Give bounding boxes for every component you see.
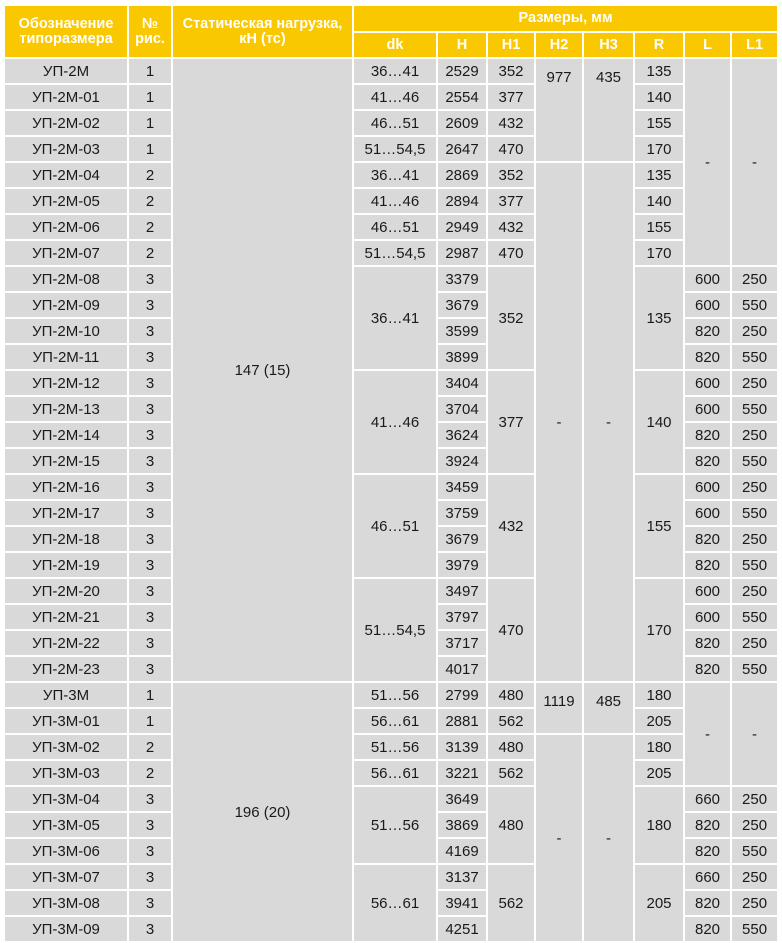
l-cell: 600 [685, 397, 730, 421]
l1-cell: 550 [732, 293, 777, 317]
h-cell: 3704 [438, 397, 486, 421]
h-cell: 3459 [438, 475, 486, 499]
l1-cell: 550 [732, 917, 777, 941]
h1-cell: 480 [488, 787, 534, 863]
designation-cell: УП-3М-06 [5, 839, 127, 863]
r-cell: 140 [635, 85, 683, 109]
designation-cell: УП-2М-11 [5, 345, 127, 369]
l1-cell: 250 [732, 475, 777, 499]
h1-cell: 377 [488, 189, 534, 213]
l-cell: - [685, 59, 730, 265]
l-cell: - [685, 683, 730, 785]
l-cell: 600 [685, 475, 730, 499]
r-cell: 205 [635, 709, 683, 733]
dk-cell: 46…51 [354, 215, 436, 239]
col-header-h1: H1 [488, 33, 534, 57]
h-cell: 3649 [438, 787, 486, 811]
designation-cell: УП-2М-07 [5, 241, 127, 265]
figure-number-cell: 3 [129, 527, 171, 551]
col-header-l: L [685, 33, 730, 57]
static-load-cell: 196 (20) [173, 683, 352, 941]
l1-cell: 250 [732, 813, 777, 837]
h-cell: 3759 [438, 501, 486, 525]
table-row [5, 267, 777, 291]
figure-number-cell: 3 [129, 553, 171, 577]
h1-cell: 352 [488, 163, 534, 187]
dk-cell: 36…41 [354, 267, 436, 369]
r-cell: 180 [635, 683, 683, 707]
h-cell: 3797 [438, 605, 486, 629]
r-cell: 135 [635, 163, 683, 187]
figure-number-cell: 3 [129, 891, 171, 915]
h-cell: 3717 [438, 631, 486, 655]
designation-cell: УП-3М-04 [5, 787, 127, 811]
table-row [5, 85, 777, 109]
h1-cell: 480 [488, 735, 534, 759]
table-row [5, 683, 777, 707]
designation-cell: УП-2М [5, 59, 127, 83]
table-body [5, 59, 777, 941]
l-cell: 600 [685, 371, 730, 395]
l1-cell: 250 [732, 527, 777, 551]
l-cell: 600 [685, 605, 730, 629]
figure-number-cell: 3 [129, 917, 171, 941]
h1-cell: 470 [488, 137, 534, 161]
dk-cell: 51…56 [354, 735, 436, 759]
l-cell: 820 [685, 553, 730, 577]
dk-cell: 56…61 [354, 865, 436, 941]
l-cell: 820 [685, 657, 730, 681]
table-row [5, 189, 777, 213]
designation-cell: УП-3М-03 [5, 761, 127, 785]
h1-cell: 432 [488, 215, 534, 239]
l-cell: 600 [685, 501, 730, 525]
dk-cell: 51…54,5 [354, 579, 436, 681]
l-cell: 660 [685, 865, 730, 889]
h1-cell: 432 [488, 475, 534, 577]
h1-cell: 562 [488, 865, 534, 941]
dk-cell: 36…41 [354, 163, 436, 187]
l-cell: 820 [685, 345, 730, 369]
l-cell: 820 [685, 449, 730, 473]
designation-cell: УП-2М-22 [5, 631, 127, 655]
h-cell: 2554 [438, 85, 486, 109]
col-header-r: R [635, 33, 683, 57]
table-row [5, 475, 777, 499]
designation-cell: УП-3М-09 [5, 917, 127, 941]
r-cell: 170 [635, 137, 683, 161]
l1-cell: 250 [732, 579, 777, 603]
h1-cell: 377 [488, 85, 534, 109]
r-cell: 205 [635, 865, 683, 941]
l1-cell: 550 [732, 553, 777, 577]
l-cell: 660 [685, 787, 730, 811]
figure-number-cell: 2 [129, 163, 171, 187]
designation-cell: УП-3М [5, 683, 127, 707]
designation-cell: УП-3М-01 [5, 709, 127, 733]
designation-cell: УП-2М-04 [5, 163, 127, 187]
dk-cell: 46…51 [354, 111, 436, 135]
figure-number-cell: 3 [129, 345, 171, 369]
l1-cell: 550 [732, 345, 777, 369]
h1-cell: 562 [488, 761, 534, 785]
designation-cell: УП-2М-20 [5, 579, 127, 603]
l1-cell: 250 [732, 865, 777, 889]
l-cell: 600 [685, 267, 730, 291]
designation-cell: УП-2М-05 [5, 189, 127, 213]
r-cell: 205 [635, 761, 683, 785]
l1-cell: 550 [732, 449, 777, 473]
dk-cell: 51…54,5 [354, 137, 436, 161]
l-cell: 820 [685, 813, 730, 837]
h-cell: 2647 [438, 137, 486, 161]
designation-cell: УП-3М-08 [5, 891, 127, 915]
figure-number-cell: 3 [129, 449, 171, 473]
h-cell: 3404 [438, 371, 486, 395]
figure-number-cell: 2 [129, 241, 171, 265]
designation-cell: УП-2М-17 [5, 501, 127, 525]
h-cell: 3379 [438, 267, 486, 291]
l1-cell: 250 [732, 423, 777, 447]
designation-cell: УП-2М-02 [5, 111, 127, 135]
h-cell: 2529 [438, 59, 486, 83]
l-cell: 820 [685, 527, 730, 551]
h1-cell: 432 [488, 111, 534, 135]
l1-cell: 250 [732, 319, 777, 343]
h-cell: 3941 [438, 891, 486, 915]
designation-cell: УП-2М-13 [5, 397, 127, 421]
l1-cell: 250 [732, 631, 777, 655]
col-header-h3: H3 [584, 33, 633, 57]
h3-cell: - [584, 163, 633, 681]
h-cell: 4251 [438, 917, 486, 941]
h1-cell: 470 [488, 241, 534, 265]
table-row [5, 865, 777, 889]
h2-cell: 1119 [536, 683, 582, 733]
figure-number-cell: 3 [129, 423, 171, 447]
figure-number-cell: 1 [129, 137, 171, 161]
figure-number-cell: 2 [129, 735, 171, 759]
l1-cell: - [732, 59, 777, 265]
dk-cell: 46…51 [354, 475, 436, 577]
figure-number-cell: 3 [129, 865, 171, 889]
dk-cell: 41…46 [354, 371, 436, 473]
designation-cell: УП-2М-23 [5, 657, 127, 681]
l-cell: 820 [685, 839, 730, 863]
h3-cell: - [584, 735, 633, 941]
designation-cell: УП-2М-01 [5, 85, 127, 109]
figure-number-cell: 1 [129, 683, 171, 707]
r-cell: 135 [635, 59, 683, 83]
table-row [5, 371, 777, 395]
designation-cell: УП-2М-18 [5, 527, 127, 551]
figure-number-cell: 3 [129, 293, 171, 317]
r-cell: 180 [635, 787, 683, 863]
h-cell: 3679 [438, 293, 486, 317]
dk-cell: 51…54,5 [354, 241, 436, 265]
designation-cell: УП-2М-08 [5, 267, 127, 291]
figure-number-cell: 2 [129, 761, 171, 785]
designation-cell: УП-2М-09 [5, 293, 127, 317]
h1-cell: 352 [488, 59, 534, 83]
h2-cell: 977 [536, 59, 582, 161]
l-cell: 820 [685, 917, 730, 941]
dk-cell: 36…41 [354, 59, 436, 83]
h1-cell: 562 [488, 709, 534, 733]
l-cell: 600 [685, 579, 730, 603]
h1-cell: 377 [488, 371, 534, 473]
table-row [5, 111, 777, 135]
figure-number-cell: 2 [129, 189, 171, 213]
h-cell: 4017 [438, 657, 486, 681]
r-cell: 140 [635, 371, 683, 473]
l1-cell: 550 [732, 501, 777, 525]
designation-cell: УП-2М-19 [5, 553, 127, 577]
col-header-l1: L1 [732, 33, 777, 57]
table-row [5, 579, 777, 603]
l1-cell: 250 [732, 371, 777, 395]
h-cell: 2881 [438, 709, 486, 733]
table-row [5, 59, 777, 83]
col-header-dk: dk [354, 33, 436, 57]
l-cell: 600 [685, 293, 730, 317]
figure-number-cell: 1 [129, 59, 171, 83]
h-cell: 2609 [438, 111, 486, 135]
figure-number-cell: 3 [129, 839, 171, 863]
h-cell: 3679 [438, 527, 486, 551]
h-cell: 3924 [438, 449, 486, 473]
h2-cell: - [536, 735, 582, 941]
l-cell: 820 [685, 891, 730, 915]
h-cell: 3869 [438, 813, 486, 837]
h-cell: 3899 [438, 345, 486, 369]
r-cell: 135 [635, 267, 683, 369]
l1-cell: 550 [732, 839, 777, 863]
r-cell: 170 [635, 579, 683, 681]
figure-number-cell: 3 [129, 605, 171, 629]
figure-number-cell: 3 [129, 813, 171, 837]
figure-number-cell: 3 [129, 397, 171, 421]
figure-number-cell: 3 [129, 319, 171, 343]
designation-cell: УП-2М-21 [5, 605, 127, 629]
table-row [5, 137, 777, 161]
table-row [5, 709, 777, 733]
r-cell: 140 [635, 189, 683, 213]
h-cell: 3599 [438, 319, 486, 343]
h2-cell: - [536, 163, 582, 681]
h-cell: 3139 [438, 735, 486, 759]
r-cell: 155 [635, 111, 683, 135]
r-cell: 155 [635, 215, 683, 239]
table-row [5, 787, 777, 811]
h3-cell: 485 [584, 683, 633, 733]
figure-number-cell: 1 [129, 111, 171, 135]
dk-cell: 41…46 [354, 85, 436, 109]
designation-cell: УП-3М-02 [5, 735, 127, 759]
l1-cell: 250 [732, 267, 777, 291]
figure-number-cell: 3 [129, 267, 171, 291]
l1-cell: 550 [732, 397, 777, 421]
designation-cell: УП-2М-15 [5, 449, 127, 473]
figure-number-cell: 1 [129, 85, 171, 109]
h-cell: 3624 [438, 423, 486, 447]
h-cell: 2869 [438, 163, 486, 187]
col-header-fig: № рис. [129, 6, 171, 57]
col-header-load: Статическая нагрузка, кН (тс) [173, 6, 352, 57]
l-cell: 820 [685, 631, 730, 655]
h-cell: 2949 [438, 215, 486, 239]
h1-cell: 470 [488, 579, 534, 681]
h-cell: 3137 [438, 865, 486, 889]
designation-cell: УП-3М-05 [5, 813, 127, 837]
r-cell: 170 [635, 241, 683, 265]
dk-cell: 56…61 [354, 761, 436, 785]
h-cell: 2987 [438, 241, 486, 265]
col-header-dimensions: Размеры, мм [354, 6, 777, 31]
l1-cell: 250 [732, 787, 777, 811]
figure-number-cell: 3 [129, 787, 171, 811]
h-cell: 3979 [438, 553, 486, 577]
figure-number-cell: 3 [129, 657, 171, 681]
designation-cell: УП-3М-07 [5, 865, 127, 889]
designation-cell: УП-2М-14 [5, 423, 127, 447]
designation-cell: УП-2М-03 [5, 137, 127, 161]
figure-number-cell: 3 [129, 371, 171, 395]
designation-cell: УП-2М-16 [5, 475, 127, 499]
l1-cell: 250 [732, 891, 777, 915]
h3-cell: 435 [584, 59, 633, 161]
l1-cell: 550 [732, 657, 777, 681]
figure-number-cell: 1 [129, 709, 171, 733]
h-cell: 3497 [438, 579, 486, 603]
designation-cell: УП-2М-10 [5, 319, 127, 343]
l1-cell: - [732, 683, 777, 785]
dk-cell: 41…46 [354, 189, 436, 213]
header-row-main [5, 6, 777, 31]
dk-cell: 51…56 [354, 787, 436, 863]
h1-cell: 480 [488, 683, 534, 707]
figure-number-cell: 2 [129, 215, 171, 239]
h1-cell: 352 [488, 267, 534, 369]
figure-number-cell: 3 [129, 475, 171, 499]
h-cell: 2894 [438, 189, 486, 213]
figure-number-cell: 3 [129, 631, 171, 655]
table-row [5, 735, 777, 759]
spec-table [3, 4, 779, 943]
l-cell: 820 [685, 319, 730, 343]
table-row [5, 163, 777, 187]
table-row [5, 215, 777, 239]
dk-cell: 56…61 [354, 709, 436, 733]
col-header-h2: H2 [536, 33, 582, 57]
designation-cell: УП-2М-06 [5, 215, 127, 239]
h-cell: 3221 [438, 761, 486, 785]
col-header-h: H [438, 33, 486, 57]
static-load-cell: 147 (15) [173, 59, 352, 681]
h-cell: 2799 [438, 683, 486, 707]
h-cell: 4169 [438, 839, 486, 863]
figure-number-cell: 3 [129, 579, 171, 603]
figure-number-cell: 3 [129, 501, 171, 525]
table-row [5, 761, 777, 785]
l1-cell: 550 [732, 605, 777, 629]
designation-cell: УП-2М-12 [5, 371, 127, 395]
l-cell: 820 [685, 423, 730, 447]
dk-cell: 51…56 [354, 683, 436, 707]
r-cell: 180 [635, 735, 683, 759]
table-row [5, 241, 777, 265]
col-header-designation: Обозначение типоразмера [5, 6, 127, 57]
r-cell: 155 [635, 475, 683, 577]
